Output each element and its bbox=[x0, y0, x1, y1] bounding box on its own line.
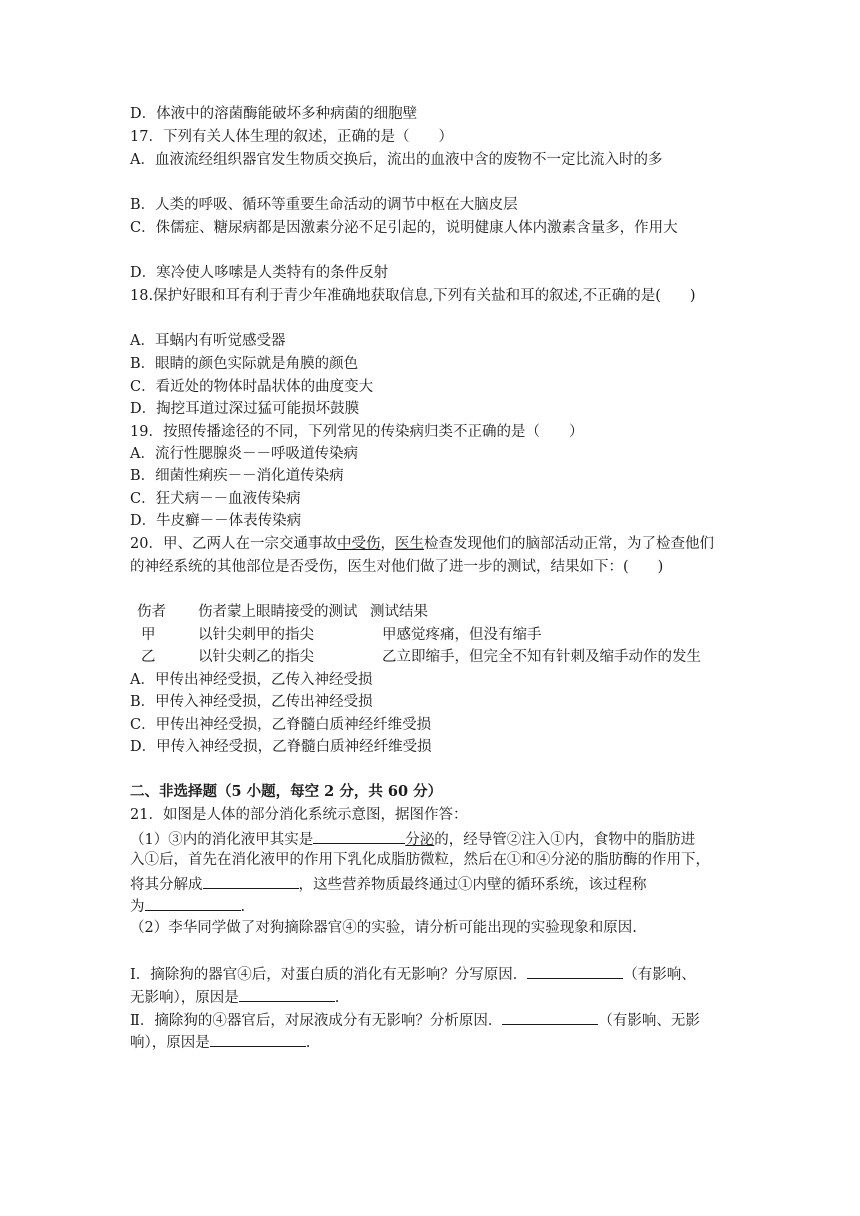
table-cell-test-2: 以针尖刺乙的指尖 bbox=[198, 649, 314, 665]
answer-blank-4[interactable] bbox=[527, 963, 623, 979]
q21-subq-i-line1 bbox=[130, 963, 696, 985]
q16-option-d: D．体液中的溶菌酶能破坏多种病菌的细胞壁 bbox=[130, 106, 418, 122]
section-heading: 二、非选择题（5 小题，每空 2 分，共 60 分） bbox=[130, 783, 443, 800]
q21-subq-i-line2 bbox=[130, 986, 339, 1008]
q21-ii-text-c: 响），原因是 bbox=[130, 1035, 210, 1051]
q21-p1-text: （1）③内的消化液甲其实是 bbox=[130, 832, 314, 848]
answer-blank-3[interactable] bbox=[145, 895, 241, 911]
answer-blank-1[interactable] bbox=[313, 828, 405, 844]
q21-i-text-b: （有影响、 bbox=[623, 967, 696, 983]
table-cell-result-2: 乙立即缩手，但完全不知有针刺及缩手动作的发生 bbox=[382, 649, 701, 665]
q19-option-d: D．牛皮癣－－体表传染病 bbox=[130, 513, 302, 529]
q20-option-a: A．甲传出神经受损，乙传入神经受损 bbox=[130, 672, 373, 688]
q21-part1-line1 bbox=[130, 828, 695, 850]
q21-ii-period: . bbox=[305, 1035, 311, 1051]
q21-i-text: Ⅰ．摘除狗的器官④后，对蛋白质的消化有无影响？分写原因． bbox=[130, 967, 528, 983]
q17-option-a: A．血液流经组织器官发生物质交换后，流出的血液中含的废物不一定比流入时的多 bbox=[130, 152, 663, 168]
q21-subq-ii-line1 bbox=[130, 1009, 700, 1031]
q21-p1-l4-period: . bbox=[240, 899, 246, 915]
q19-stem: 19．按照传播途径的不同，下列常见的传染病归类不正确的是（ ） bbox=[130, 424, 584, 440]
q17-option-b: B．人类的呼吸、循环等重要生命活动的调节中枢在大脑皮层 bbox=[130, 197, 518, 213]
q18-option-a: A．耳蜗内有听觉感受器 bbox=[130, 333, 286, 349]
q21-p1-l4-text: 为 bbox=[130, 899, 145, 915]
q21-part2: （2）李华同学做了对狗摘除器官④的实验，请分析可能出现的实验现象和原因. bbox=[130, 920, 637, 936]
q18-stem: 18.保护好眼和耳有利于青少年准确地获取信息,下列有关盐和耳的叙述,不正确的是( ) bbox=[130, 288, 696, 304]
q20-stem-text: 20．甲、乙两人在一宗交通事故 bbox=[130, 536, 337, 552]
q20-stem-text-rest: 检查发现他们的脑部活动正常，为了检查他们 bbox=[423, 536, 714, 552]
answer-blank-7[interactable] bbox=[210, 1031, 306, 1047]
q17-option-d: D．寒冷使人哆嗦是人类特有的条件反射 bbox=[130, 265, 389, 281]
table-cell-patient-1: 甲 bbox=[141, 627, 156, 643]
q21-part1-line2: 入①后，首先在消化液甲的作用下乳化成脂肪微粒，然后在①和④分泌的脂肪酶的作用下， bbox=[130, 852, 710, 868]
q20-comma: ， bbox=[380, 536, 395, 552]
table-header-test: 伤者蒙上眼睛接受的测试 bbox=[198, 604, 358, 620]
q21-part1-line3 bbox=[130, 873, 647, 895]
q21-part1-line4 bbox=[130, 895, 245, 917]
q19-option-b: B．细菌性痢疾－－消化道传染病 bbox=[130, 468, 344, 484]
answer-blank-2[interactable] bbox=[203, 873, 299, 889]
q17-option-c: C．侏儒症、糖尿病都是因激素分泌不足引起的，说明健康人体内激素含量多，作用大 bbox=[130, 220, 678, 236]
q21-p1-l3-rest: ，这些营养物质最终通过①内壁的循环系统，该过程称 bbox=[298, 877, 647, 893]
q19-option-c: C．狂犬病－－血液传染病 bbox=[130, 491, 301, 507]
q18-option-b: B．眼睛的颜色实际就是角膜的颜色 bbox=[130, 356, 359, 372]
q20-underlined-doctor: 医生 bbox=[394, 536, 424, 552]
table-cell-test-1: 以针尖刺甲的指尖 bbox=[198, 627, 314, 643]
q20-stem-line2: 的神经系统的其他部位是否受伤，医生对他们做了进一步的测试，结果如下：( ) bbox=[130, 559, 664, 575]
table-header-patient: 伤者 bbox=[137, 604, 166, 620]
q21-ii-text: Ⅱ．摘除狗的④器官后，对尿液成分有无影响？分析原因． bbox=[130, 1013, 503, 1029]
q18-option-c: C．看近处的物体时晶状体的曲度变大 bbox=[130, 379, 374, 395]
q17-stem: 17．下列有关人体生理的叙述，正确的是（ ） bbox=[130, 129, 453, 145]
q20-underlined-injured: 中受伤 bbox=[336, 536, 381, 552]
table-cell-patient-2: 乙 bbox=[141, 649, 156, 665]
q20-option-c: C．甲传出神经受损，乙脊髓白质神经纤维受损 bbox=[130, 717, 432, 733]
q21-p1-text-rest: 的，经导管②注入①内，食物中的脂肪进 bbox=[434, 832, 696, 848]
q21-underlined-secrete: 分泌 bbox=[405, 832, 435, 848]
table-cell-result-1: 甲感觉疼痛，但没有缩手 bbox=[382, 627, 542, 643]
q18-option-d: D．掏挖耳道过深过猛可能损坏鼓膜 bbox=[130, 401, 360, 417]
q21-i-text-c: 无影响），原因是 bbox=[130, 990, 239, 1006]
q21-ii-text-b: （有影响、无影 bbox=[598, 1013, 700, 1029]
table-header-result: 测试结果 bbox=[370, 604, 428, 620]
q21-subq-ii-line2 bbox=[130, 1031, 310, 1053]
q21-i-period: . bbox=[334, 990, 340, 1006]
q20-option-b: B．甲传入神经受损，乙传出神经受损 bbox=[130, 694, 373, 710]
q19-option-a: A．流行性腮腺炎－－呼吸道传染病 bbox=[130, 446, 358, 462]
answer-blank-5[interactable] bbox=[239, 986, 335, 1002]
q21-p1-l3-text: 将其分解成 bbox=[130, 877, 203, 893]
q21-stem: 21．如图是人体的部分消化系统示意图，据图作答： bbox=[130, 807, 468, 823]
q20-option-d: D．甲传入神经受损，乙脊髓白质神经纤维受损 bbox=[130, 739, 432, 755]
q20-stem-line1 bbox=[130, 534, 714, 554]
answer-blank-6[interactable] bbox=[502, 1009, 598, 1025]
